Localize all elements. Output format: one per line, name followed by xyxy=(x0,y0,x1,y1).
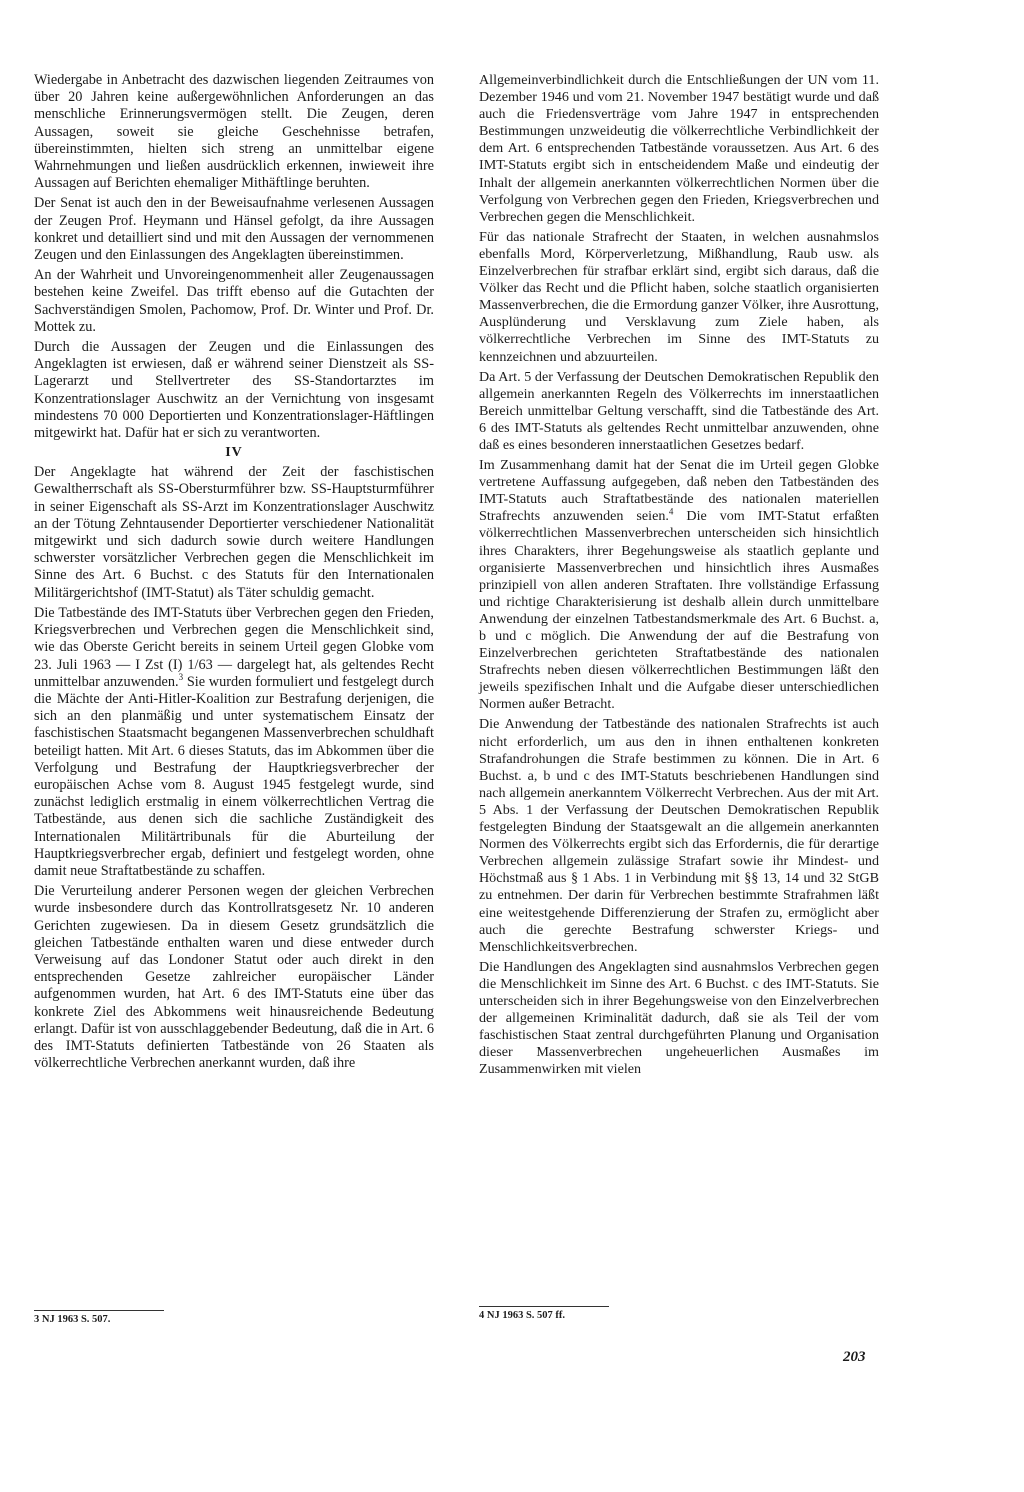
footnote-marker: 3 xyxy=(178,671,184,682)
footnote-right xyxy=(479,1306,659,1321)
paragraph-text: Die Tatbestände des IMT-Statuts über Verbrechen gegen den Frieden, Kriegsverbrechen und Verbrechen gegen die Menschlichkeit sind, wie das Oberste Gericht bereits in seinem Urteil gegen Globke vom 23. Juli 1963 — I Zst (I) 1/63 — dargelegt hat, als geltendes Recht unmittelbar anzuwenden. xyxy=(34,604,434,690)
paragraph: Durch die Aussagen der Zeugen und die Einlassungen des Angeklagten ist erwiesen, daß er während seiner Dienstzeit als SS-Lagerarzt und Stellvertreter des SS-Standortarztes im Konzentrationslager Auschwitz an der Vernichtung von insgesamt mindestens 70 000 Deportierten und Konzentrationslager-Häftlingen mitgewirkt hat. Dafür hat er sich zu verantworten. xyxy=(34,339,434,442)
paragraph-text: Sie wurden formuliert und festgelegt durch die Mächte der Anti-Hitler-Koalition zur Bestrafung derjenigen, die sich an den planmäßig und unter systematischem Einsatz der faschistischen Staatsmacht begangenen Massenverbrechen schuldhaft beteiligt hatten. Mit Art. 6 dieses Statuts, das im Abkommen über die Verfolgung und Bestrafung der Hauptkriegsverbrecher der europäischen Achse vom 8. August 1945 festgelegt wurde, sind zunächst lediglich erstmalig in einem völkerrechtlichen Vertrag die Tatbestände, aus denen sich die sachliche Zuständigkeit des Internationalen Militärtribunals für die Aburteilung der Hauptkriegsverbrecher ergab, definiert und festgelegt worden, ohne damit neue Straftatbestände zu schaffen. xyxy=(34,673,434,879)
paragraph: Da Art. 5 der Verfassung der Deutschen Demokratischen Republik den allgemein anerkannten Regeln des Völkerrechts im innerstaatlichen Bereich unmittelbar Geltung verschafft, sind die Tatbestände des Art. 6 des IMT-Statuts als geltendes Recht unmittelbar anzuwenden, ohne daß es eines besonderen innerstaatlichen Gesetzes bedarf. xyxy=(479,368,879,453)
paragraph xyxy=(34,605,434,880)
footnote-text: 4 NJ 1963 S. 507 ff. xyxy=(479,1310,566,1321)
paragraph: Die Handlungen des Angeklagten sind ausnahmslos Verbrechen gegen die Menschlichkeit im Sinne des Art. 6 Buchst. c des IMT-Statuts. Sie unterscheiden sich in ihrer Begehungsweise von den Einzelverbrechen der allgemeinen Kriminalität dadurch, daß sie als Teil der vom faschistischen Staat zentral durchgeführten Planung und Organisation dieser Massenverbrechen ungeheuerlichen Ausmaßes im Zusammenwirken mit vielen xyxy=(479,958,879,1078)
paragraph xyxy=(479,457,879,713)
paragraph: Allgemeinverbindlichkeit durch die Entschließungen der UN vom 11. Dezember 1946 und vom 21. November 1947 bestätigt wurde und daß auch die Friedensverträge vom Jahre 1947 in entsprechenden Bestimmungen unzweideutig die völkerrechtliche Verbindlichkeit der dem Art. 6 entsprechenden Tatbestände voraussetzen. Aus Art. 6 des IMT-Statuts ergibt sich in entscheidendem Maße und eindeutig der Inhalt der allgemein anerkannten völkerrechtlichen Normen über die Verfolgung von Verbrechen gegen den Frieden, Kriegsverbrechen und Verbrechen gegen die Menschlichkeit. xyxy=(479,72,879,225)
footnote-left xyxy=(34,1310,214,1325)
page-number: 203 xyxy=(843,1349,866,1365)
footnote-divider xyxy=(34,1310,164,1311)
right-column xyxy=(479,72,879,1081)
footnote-divider xyxy=(479,1306,609,1307)
paragraph: Die Verurteilung anderer Personen wegen der gleichen Verbrechen wurde insbesondere durch das Kontrollratsgesetz Nr. 10 anderen Gerichten zugewiesen. Da in diesem Gesetz grundsätzlich die gleichen Tatbestände enthalten waren und diese entweder durch Verweisung auf das Londoner Statut oder auch direkt in den entsprechenden Gesetze zahlreicher europäischer Länder aufgenommen wurden, hat Art. 6 des IMT-Statuts eine über das konkrete Ziel des Abkommens weit hinausreichende Bedeutung erlangt. Dafür ist von ausschlaggebender Bedeutung, daß die in Art. 6 des IMT-Statuts definierten Tatbestände von 26 Staaten als völkerrechtliche Verbrechen anerkannt wurden, daß ihre xyxy=(34,883,434,1072)
footnote-text: 3 NJ 1963 S. 507. xyxy=(34,1314,111,1325)
paragraph-text: Die vom IMT-Statut erfaßten völkerrechtlichen Massenverbrechen unterscheiden sich hinsichtlich ihres Charakters, ihrer Begehungsweise als staatlich geplante und organisierte Massenverbrechen und hinsichtlich ihres Ausmaßes prinzipiell von allen anderen Straftaten. Ihre vollständige Erfassung und richtige Charakterisierung ist deshalb allein durch unmittelbare Anwendung der einzelnen Tatbestandsmerkmale des Art. 6 Buchst. a, b und c möglich. Die Anwendung der auf die Bestrafung von Einzelverbrechen gerichteten Straftatbestände des nationalen Strafrechts neben diesen völkerrechtlichen Bestimmungen läßt den jeweils spezifischen Inhalt und die Aufgabe dieser unterschiedlichen Normen außer Betracht. xyxy=(479,508,879,713)
paragraph: Die Anwendung der Tatbestände des nationalen Strafrechts ist auch nicht erforderlich, um aus den in ihnen enthaltenen konkreten Strafandrohungen die Strafe bestimmen zu können. Die in Art. 6 Buchst. a, b und c des IMT-Statuts beschriebenen Handlungen sind nach allgemein anerkanntem Völkerrecht Verbrechen. Aus der mit Art. 5 Abs. 1 der Verfassung der Deutschen Demokratischen Republik festgelegten Bindung der Staatsgewalt an die allgemein anerkannten Normen des Völkerrechts ergibt sich das Erfordernis, die für derartige Verbrechen allgemein zulässige Strafart sowie ihr Mindest- und Höchstmaß aus § 1 Abs. 1 in Verbindung mit §§ 13, 14 und 32 StGB zu entnehmen. Der darin für Verbrechen bestimmte Strafrahmen läßt eine weitestgehende Differenzierung der Strafen zu, ermöglicht aber auch die gerechte Bestrafung schwerster Kriegs- und Menschlichkeitsverbrechen. xyxy=(479,716,879,955)
footnote-marker: 4 xyxy=(668,506,674,517)
section-heading: IV xyxy=(225,445,243,461)
paragraph: Der Senat ist auch den in der Beweisaufnahme verlesenen Aussagen der Zeugen Prof. Heymann und Hänsel gefolgt, da ihre Aussagen konkret und detailliert sind und mit den Aussagen der vernommenen Zeugen und den Einlassungen des Angeklagten übereinstimmen. xyxy=(34,195,434,264)
paragraph-text: Im Zusammenhang damit hat der Senat die im Urteil gegen Globke vertretene Auffassung aufgegeben, daß neben den Tatbeständen des IMT-Statuts auch Straftatbestände des nationalen materiellen Strafrechts anzuwenden seien. xyxy=(479,457,879,525)
left-column xyxy=(34,72,434,1075)
paragraph: Wiedergabe in Anbetracht des dazwischen liegenden Zeitraumes von über 20 Jahren keine außergewöhnlichen Anforderungen an das menschliche Erinnerungsvermögen stellt. Die Zeugen, deren Aussagen, soweit sie gleiche Geschehnisse betrafen, übereinstimmten, hielten sich streng an unmittelbar eigene Wahrnehmungen und ließen ausdrücklich erkennen, inwieweit ihre Aussagen auf Berichten ehemaliger Mithäftlinge beruhten. xyxy=(34,72,434,192)
paragraph: An der Wahrheit und Unvoreingenommenheit aller Zeugenaussagen bestehen keine Zweifel. Das trifft ebenso auf die Gutachten der Sachverständigen Smolen, Pachomow, Prof. Dr. Winter und Prof. Dr. Mottek zu. xyxy=(34,267,434,335)
paragraph: Der Angeklagte hat während der Zeit der faschistischen Gewaltherrschaft als SS-Obersturmführer bzw. SS-Hauptsturmführer in seiner Eigenschaft als SS-Arzt im Konzentrationslager Auschwitz an der Tötung Zehntausender Deportierter verschiedener Nationalität mitgewirkt und sich dadurch sowie durch weitere Handlungen schwerster vorsätzlicher Verbrechen gegen die Menschlichkeit im Sinne des Art. 6 Buchst. c des Statuts für den Internationalen Militärgerichtshof (IMT-Statut) als Täter schuldig gemacht. xyxy=(34,464,434,601)
paragraph: Für das nationale Strafrecht der Staaten, in welchen ausnahmslos ebenfalls Mord, Körperverletzung, Mißhandlung, Raub usw. als Einzelverbrechen für strafbar erklärt sind, ergibt sich daraus, daß die Völker das Recht und die Pflicht haben, solche staatlich organisierten Massenverbrechen, die die Ermordung ganzer Völker, ihre Ausrottung, Ausplünderung und Versklavung zum Ziele haben, als völkerrechtliche Verbrechen im Sinne des IMT-Statuts zu kennzeichnen und abzuurteilen. xyxy=(479,228,879,365)
